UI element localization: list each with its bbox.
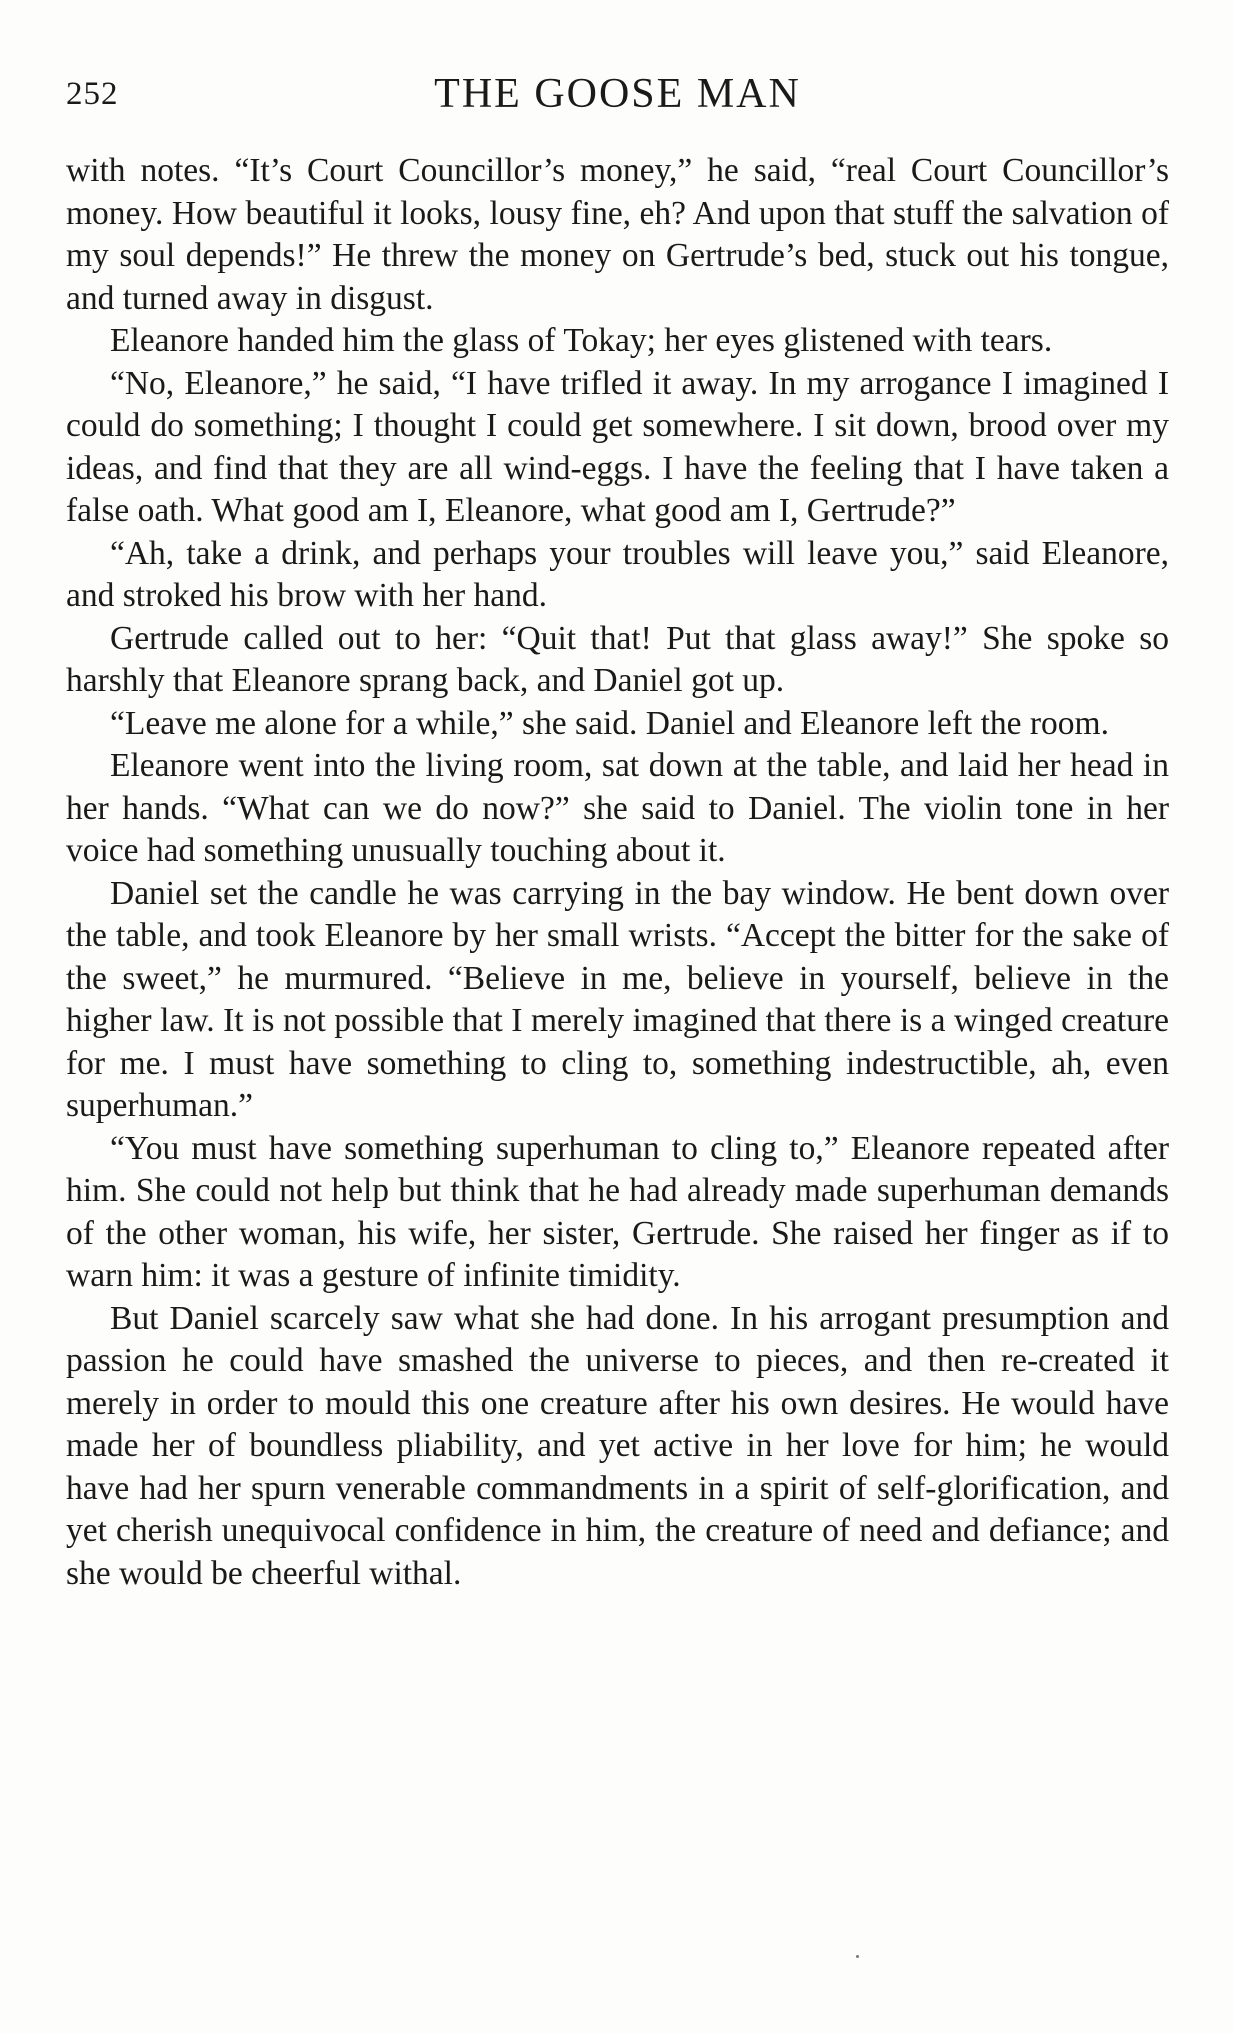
paragraph: “Ah, take a drink, and perhaps your troubles will leave you,” said Eleanore, and stroked his brow with her hand. [66, 534, 1169, 614]
paragraph: “Leave me alone for a while,” she said. Daniel and Eleanore left the room. [110, 704, 1109, 742]
paragraph: Eleanore went into the living room, sat down at the table, and laid her head in her hands. “What can we do now?” she said to Daniel. The violin tone in her voice had something unusually touching about it. [66, 747, 1169, 869]
paragraph: with notes. “It’s Court Councillor’s money,” he said, “real Court Councillor’s money. How beautiful it looks, lousy fine, eh? And upon that stuff the salvation of my soul depends!” He threw the money on Gertrude’s bed, stuck out his tongue, and turned away in disgust. [66, 152, 1169, 317]
page-number: 252 [66, 76, 119, 112]
running-head: THE GOOSE MAN [434, 71, 801, 117]
paragraph: Eleanore handed him the glass of Tokay; her eyes glistened with tears. [110, 322, 1053, 359]
paragraph: Gertrude called out to her: “Quit that! Put that glass away!” She spoke so harshly that Eleanore sprang back, and Daniel got up. [66, 619, 1169, 699]
paragraph: Daniel set the candle he was carrying in the bay window. He bent down over the table, and took Eleanore by her small wrists. “Accept the bitter for the sake of the sweet,” he murmured. “Believe in me, believe in yourself, believe in the higher law. It is not possible that I merely imagined that there is a winged creature for me. I must have something to cling to, something indestructible, ah, even superhuman.” [66, 874, 1169, 1124]
body-text [66, 150, 1169, 1595]
print-speck [856, 1955, 859, 1958]
paragraph: But Daniel scarcely saw what she had done. In his arrogant presumption and passion he could have smashed the universe to pieces, and then re-created it merely in order to mould this one creature after his own desires. He would have made her of boundless pliability, and yet active in her love for him; he would have had her spurn venerable commandments in a spirit of self-glorification, and yet cherish unequivocal confidence in him, the creature of need and defiance; and she would be cheerful withal. [66, 1299, 1169, 1592]
paragraph: “You must have something superhuman to cling to,” Eleanore repeated after him. She could not help but think that he had already made superhuman demands of the other woman, his wife, her sister, Gertrude. She raised her finger as if to warn him: it was a gesture of infinite timidity. [66, 1129, 1169, 1294]
paragraph: “No, Eleanore,” he said, “I have trifled it away. In my arrogance I imagined I could do something; I thought I could get somewhere. I sit down, brood over my ideas, and find that they are all wind-eggs. I have the feeling that I have taken a false oath. What good am I, Eleanore, what good am I, Gertrude?” [66, 364, 1169, 529]
page-header [66, 70, 1169, 120]
